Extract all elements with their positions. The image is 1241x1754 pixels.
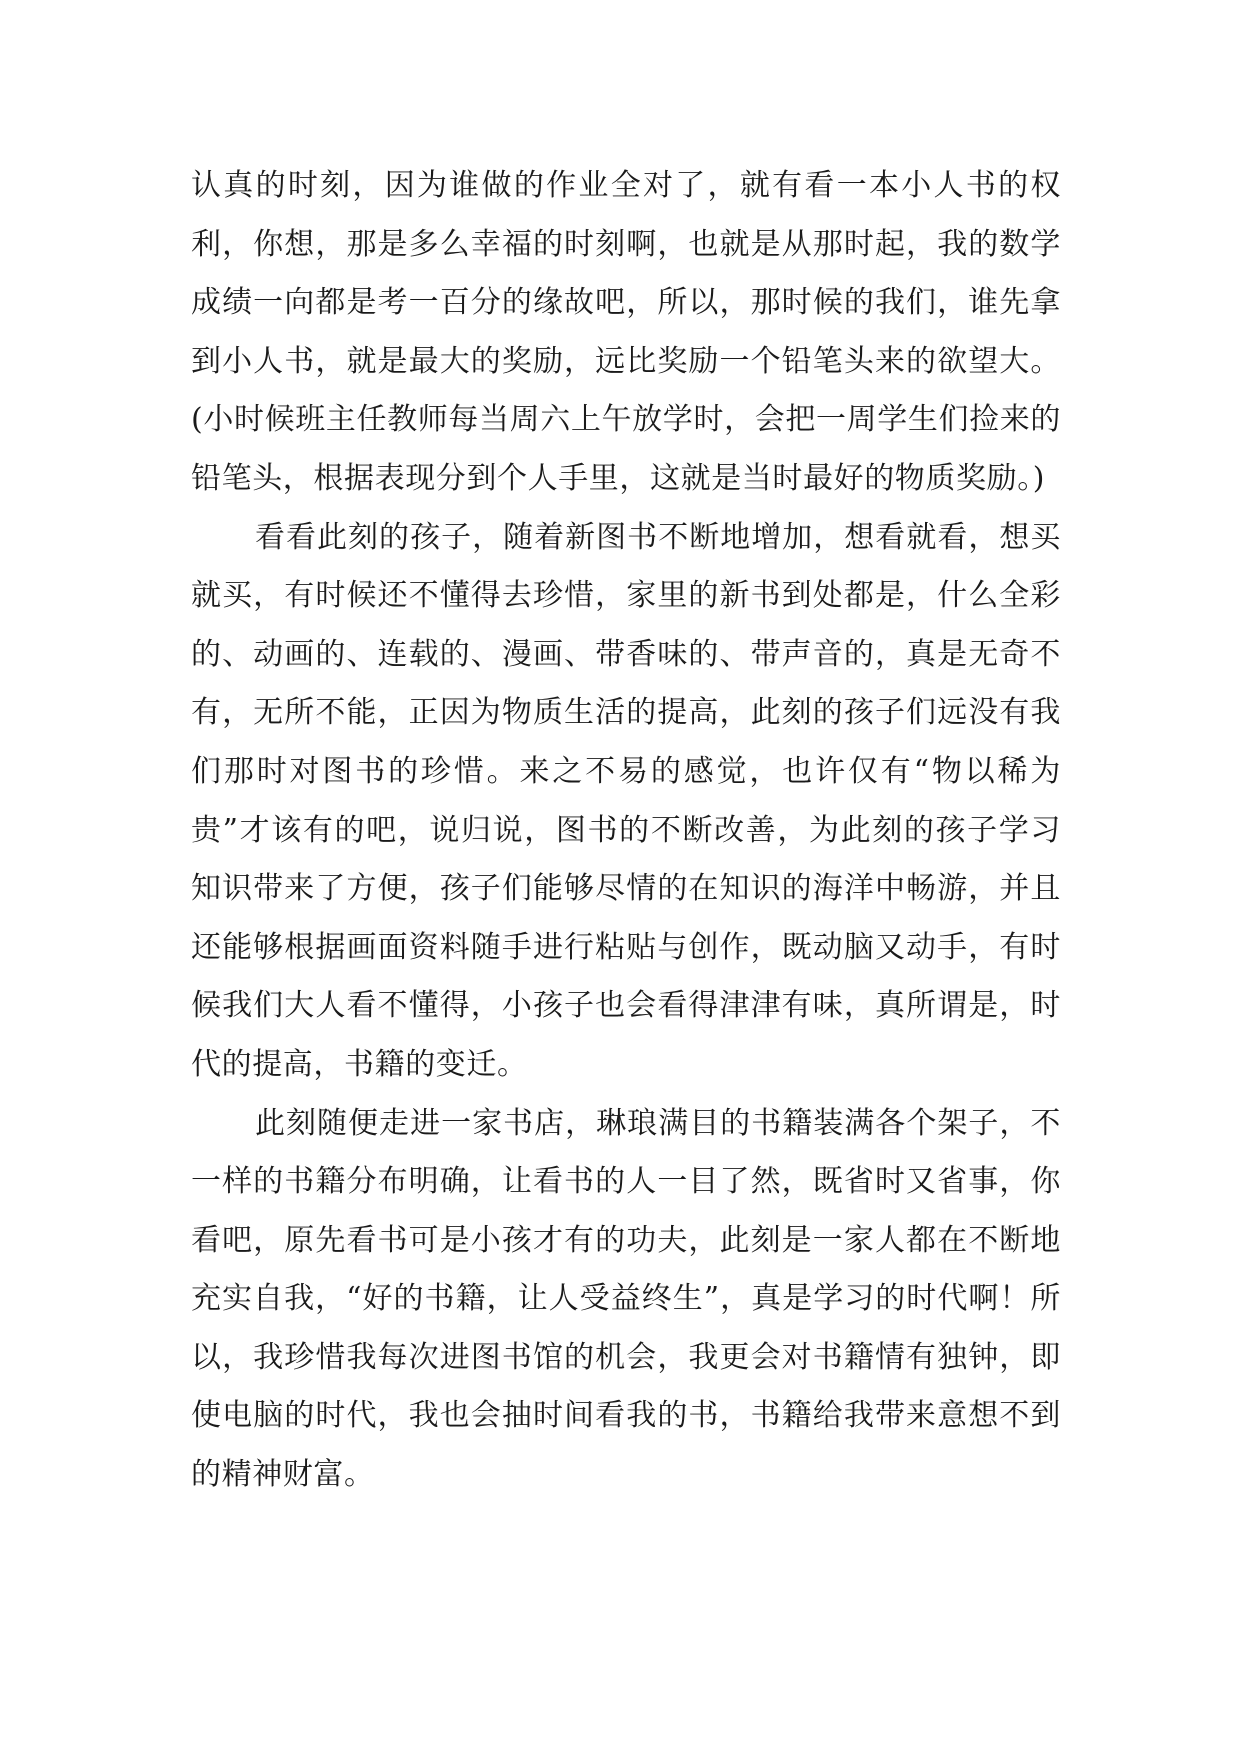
paragraph-1: 认真的时刻，因为谁做的作业全对了，就有看一本小人书的权利，你想，那是多么幸福的时刻啊，也就是从那时起，我的数学成绩一向都是考一百分的缘故吧，所以，那时候的我们，谁先拿到小人书，就是最大的奖励，远比奖励一个铅笔头来的欲望大。(小时候班主任教师每当周六上午放学时，会把一周学生们捡来的铅笔头，根据表现分到个人手里，这就是当时最好的物质奖励。) [191, 168, 1061, 496]
paragraph-3: 此刻随便走进一家书店，琳琅满目的书籍装满各个架子，不一样的书籍分布明确，让看书的人一目了然，既省时又省事，你看吧，原先看书可是小孩才有的功夫，此刻是一家人都在不断地充实自我，“好的书籍，让人受益终生”，真是学习的时代啊！所以，我珍惜我每次进图书馆的机会，我更会对书籍情有独钟，即使电脑的时代，我也会抽时间看我的书，书籍给我带来意想不到的精神财富。 [191, 1105, 1061, 1493]
body-text [191, 157, 1061, 1505]
paragraph-2: 看看此刻的孩子，随着新图书不断地增加，想看就看，想买就买，有时候还不懂得去珍惜，家里的新书到处都是，什么全彩的、动画的、连载的、漫画、带香味的、带声音的，真是无奇不有，无所不能，正因为物质生活的提高，此刻的孩子们远没有我们那时对图书的珍惜。来之不易的感觉，也许仅有“物以稀为贵”才该有的吧，说归说，图书的不断改善，为此刻的孩子学习知识带来了方便，孩子们能够尽情的在知识的海洋中畅游，并且还能够根据画面资料随手进行粘贴与创作，既动脑又动手，有时候我们大人看不懂得，小孩子也会看得津津有味，真所谓是，时代的提高，书籍的变迁。 [191, 519, 1061, 1082]
